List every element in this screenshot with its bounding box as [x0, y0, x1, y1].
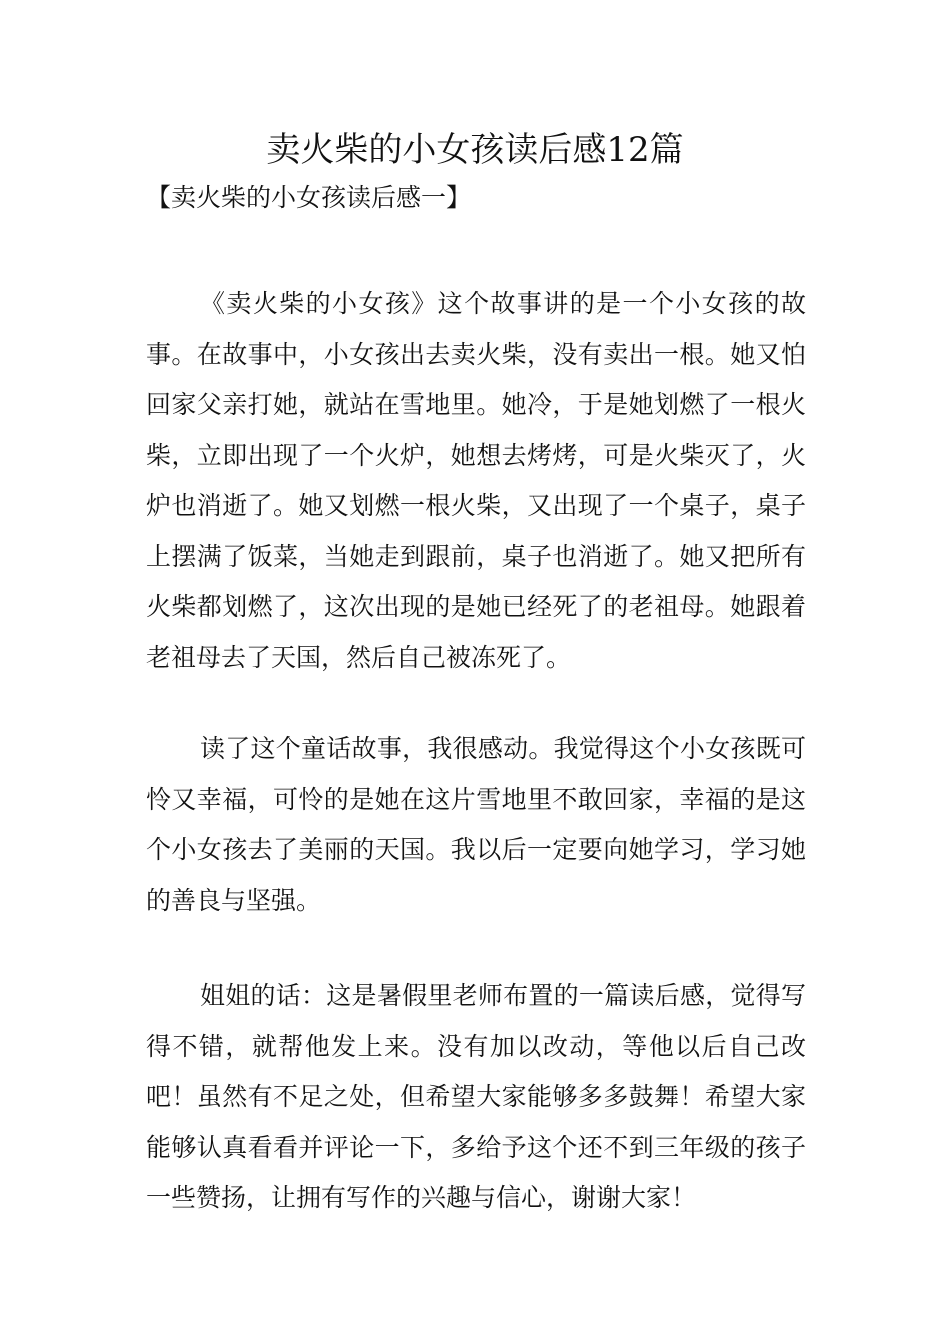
body-paragraph-1: 《卖火柴的小女孩》这个故事讲的是一个小女孩的故事。在故事中，小女孩出去卖火柴，没有卖出一根。她又怕回家父亲打她，就站在雪地里。她冷，于是她划燃了一根火柴，立即出现了一个火炉，她想去烤烤，可是火柴灭了，火炉也消逝了。她又划燃一根火柴，又出现了一个桌子，桌子上摆满了饭菜，当她走到跟前，桌子也消逝了。她又把所有火柴都划燃了，这次出现的是她已经死了的老祖母。她跟着老祖母去了天国，然后自己被冻死了。	[146, 289, 806, 672]
body-paragraph-2: 读了这个童话故事，我很感动。我觉得这个小女孩既可怜又幸福，可怜的是她在这片雪地里不敢回家，幸福的是这个小女孩去了美丽的天国。我以后一定要向她学习，学习她的善良与坚强。	[146, 734, 806, 915]
document-title: 卖火柴的小女孩读后感12篇	[266, 130, 684, 170]
section-heading: 【卖火柴的小女孩读后感一】	[146, 183, 472, 212]
body-paragraph-3: 姐姐的话：这是暑假里老师布置的一篇读后感，觉得写得不错，就帮他发上来。没有加以改动，等他以后自己改吧！虽然有不足之处，但希望大家能够多多鼓舞！希望大家能够认真看看并评论一下，多给予这个还不到三年级的孩子一些赞扬，让拥有写作的兴趣与信心，谢谢大家！	[146, 981, 806, 1212]
